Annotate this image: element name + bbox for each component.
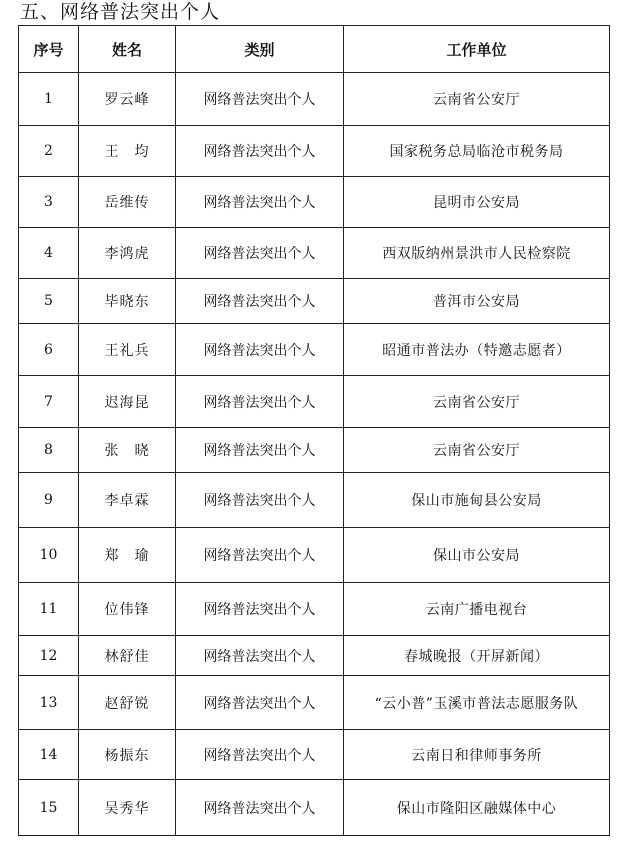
category-cell: 网络普法突出个人 [176, 324, 344, 376]
work-unit-cell: 国家税务总局临沧市税务局 [344, 126, 610, 177]
header-work-unit: 工作单位 [344, 26, 610, 73]
serial-number-cell: 4 [19, 228, 79, 279]
name-cell: 王 均 [79, 126, 176, 177]
table-row [19, 676, 610, 730]
category-cell: 网络普法突出个人 [176, 583, 344, 636]
name-cell: 王礼兵 [79, 324, 176, 376]
name-cell: 岳维传 [79, 177, 176, 228]
name-cell: 赵舒锐 [79, 676, 176, 730]
category-cell: 网络普法突出个人 [176, 780, 344, 836]
name-cell: 杨振东 [79, 730, 176, 780]
name-cell: 毕晓东 [79, 279, 176, 324]
serial-number-cell: 1 [19, 73, 79, 126]
serial-number-cell: 8 [19, 428, 79, 473]
section-heading: 五、网络普法突出个人 [20, 1, 221, 23]
category-cell: 网络普法突出个人 [176, 228, 344, 279]
name-cell: 罗云峰 [79, 73, 176, 126]
header-name: 姓名 [79, 26, 176, 73]
table-row [19, 73, 610, 126]
serial-number-cell: 10 [19, 528, 79, 583]
serial-number-cell: 13 [19, 676, 79, 730]
serial-number-cell: 12 [19, 636, 79, 676]
serial-number-cell: 14 [19, 730, 79, 780]
name-cell: 郑 瑜 [79, 528, 176, 583]
serial-number-cell: 3 [19, 177, 79, 228]
serial-number-cell: 2 [19, 126, 79, 177]
work-unit-cell: 保山市公安局 [344, 528, 610, 583]
category-cell: 网络普法突出个人 [176, 177, 344, 228]
table-row [19, 376, 610, 428]
awardee-table [18, 25, 610, 836]
name-cell: 李鸿虎 [79, 228, 176, 279]
category-cell: 网络普法突出个人 [176, 636, 344, 676]
work-unit-cell: 保山市施甸县公安局 [344, 473, 610, 528]
category-cell: 网络普法突出个人 [176, 279, 344, 324]
work-unit-cell: 春城晚报（开屏新闻） [344, 636, 610, 676]
table-row [19, 583, 610, 636]
name-cell: 吴秀华 [79, 780, 176, 836]
name-cell: 张 晓 [79, 428, 176, 473]
work-unit-cell: 普洱市公安局 [344, 279, 610, 324]
serial-number-cell: 15 [19, 780, 79, 836]
serial-number-cell: 6 [19, 324, 79, 376]
table-row [19, 228, 610, 279]
table-row [19, 780, 610, 836]
table-header-row [19, 26, 610, 73]
header-serial-number: 序号 [19, 26, 79, 73]
category-cell: 网络普法突出个人 [176, 428, 344, 473]
work-unit-cell: 保山市隆阳区融媒体中心 [344, 780, 610, 836]
work-unit-cell: 云南日和律师事务所 [344, 730, 610, 780]
work-unit-cell: 云南省公安厅 [344, 428, 610, 473]
name-cell: 迟海昆 [79, 376, 176, 428]
name-cell: 林舒佳 [79, 636, 176, 676]
work-unit-cell: 云南省公安厅 [344, 73, 610, 126]
table-row [19, 126, 610, 177]
table-row [19, 730, 610, 780]
table-row [19, 324, 610, 376]
table-row [19, 428, 610, 473]
work-unit-cell: 云南广播电视台 [344, 583, 610, 636]
serial-number-cell: 9 [19, 473, 79, 528]
work-unit-cell: 昆明市公安局 [344, 177, 610, 228]
work-unit-cell: 昭通市普法办（特邀志愿者） [344, 324, 610, 376]
work-unit-cell: 西双版纳州景洪市人民检察院 [344, 228, 610, 279]
serial-number-cell: 5 [19, 279, 79, 324]
work-unit-cell: 云南省公安厅 [344, 376, 610, 428]
header-category: 类别 [176, 26, 344, 73]
category-cell: 网络普法突出个人 [176, 730, 344, 780]
category-cell: 网络普法突出个人 [176, 376, 344, 428]
category-cell: 网络普法突出个人 [176, 126, 344, 177]
serial-number-cell: 7 [19, 376, 79, 428]
table-row [19, 279, 610, 324]
name-cell: 李卓霖 [79, 473, 176, 528]
category-cell: 网络普法突出个人 [176, 473, 344, 528]
table-row [19, 636, 610, 676]
table-row [19, 177, 610, 228]
category-cell: 网络普法突出个人 [176, 676, 344, 730]
category-cell: 网络普法突出个人 [176, 73, 344, 126]
work-unit-cell: “云小普”玉溪市普法志愿服务队 [344, 676, 610, 730]
serial-number-cell: 11 [19, 583, 79, 636]
category-cell: 网络普法突出个人 [176, 528, 344, 583]
table-row [19, 473, 610, 528]
table-row [19, 528, 610, 583]
name-cell: 位伟锋 [79, 583, 176, 636]
